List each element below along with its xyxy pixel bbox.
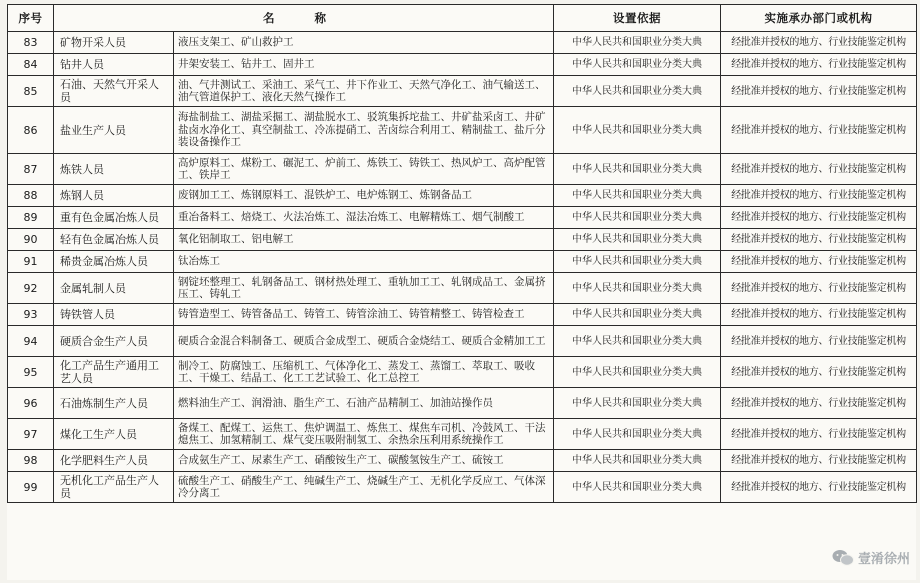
table-row <box>8 304 917 326</box>
row-occupations: 井架安装工、钻井工、固井工 <box>174 54 554 76</box>
watermark-text: 壹淆徐州 <box>857 552 910 567</box>
table-row <box>8 154 917 185</box>
table-row <box>8 229 917 251</box>
row-basis: 中华人民共和国职业分类大典 <box>554 450 721 472</box>
row-occupations: 燃料油生产工、润滑油、脂生产工、石油产品精制工、加油站操作员 <box>174 388 554 419</box>
row-basis: 中华人民共和国职业分类大典 <box>554 154 721 185</box>
table-row <box>8 357 917 388</box>
row-group: 化工产品生产通用工艺人员 <box>54 357 174 388</box>
row-occupations: 硫酸生产工、硝酸生产工、纯碱生产工、烧碱生产工、无机化学反应工、气体深冷分离工 <box>174 472 554 503</box>
row-group: 矿物开采人员 <box>54 32 174 54</box>
row-occupations: 合成氨生产工、尿素生产工、硝酸铵生产工、碳酸氢铵生产工、硫铵工 <box>174 450 554 472</box>
row-number: 94 <box>8 326 54 357</box>
header-no: 序号 <box>8 5 54 32</box>
row-number: 96 <box>8 388 54 419</box>
row-number: 89 <box>8 207 54 229</box>
row-group: 石油、天然气开采人员 <box>54 76 174 107</box>
watermark <box>832 548 910 567</box>
row-group: 轻有色金属冶炼人员 <box>54 229 174 251</box>
table-row <box>8 388 917 419</box>
table-row <box>8 472 917 503</box>
table-row <box>8 107 917 154</box>
row-group: 金属轧制人员 <box>54 273 174 304</box>
header-basis: 设置依据 <box>554 5 721 32</box>
row-group: 硬质合金生产人员 <box>54 326 174 357</box>
row-number: 88 <box>8 185 54 207</box>
table-row <box>8 326 917 357</box>
row-org: 经批准并授权的地方、行业技能鉴定机构 <box>721 154 917 185</box>
table-row <box>8 251 917 273</box>
row-occupations: 油、气井测试工、采油工、采气工、井下作业工、天然气净化工、油气输送工、油气管道保护工、液化天然气操作工 <box>174 76 554 107</box>
row-group: 钻井人员 <box>54 54 174 76</box>
wechat-icon <box>832 549 854 567</box>
row-org: 经批准并授权的地方、行业技能鉴定机构 <box>721 450 917 472</box>
row-number: 93 <box>8 304 54 326</box>
row-basis: 中华人民共和国职业分类大典 <box>554 207 721 229</box>
row-group: 石油炼制生产人员 <box>54 388 174 419</box>
row-org: 经批准并授权的地方、行业技能鉴定机构 <box>721 229 917 251</box>
table-row <box>8 185 917 207</box>
table-row <box>8 32 917 54</box>
row-org: 经批准并授权的地方、行业技能鉴定机构 <box>721 388 917 419</box>
row-org: 经批准并授权的地方、行业技能鉴定机构 <box>721 472 917 503</box>
row-group: 铸铁管人员 <box>54 304 174 326</box>
row-occupations: 备煤工、配煤工、运焦工、焦炉调温工、炼焦工、煤焦车司机、冷鼓风工、干法熄焦工、加氢精制工、煤气变压吸附制氢工、余热余压利用系统操作工 <box>174 419 554 450</box>
row-occupations: 海盐制盐工、湖盐采掘工、湖盐脱水工、驳筑集拆坨盐工、井矿盐采卤工、井矿盐卤水净化工、真空制盐工、冷冻提硝工、苦卤综合利用工、精制盐工、盐斤分装设备操作工 <box>174 107 554 154</box>
occupation-table <box>7 4 917 503</box>
row-occupations: 氧化铝制取工、铝电解工 <box>174 229 554 251</box>
row-occupations: 铸管造型工、铸管备品工、铸管工、铸管涂油工、铸管精整工、铸管检查工 <box>174 304 554 326</box>
table-row <box>8 76 917 107</box>
header-name: 名 称 <box>54 5 554 32</box>
row-org: 经批准并授权的地方、行业技能鉴定机构 <box>721 304 917 326</box>
table-row <box>8 207 917 229</box>
row-group: 稀贵金属冶炼人员 <box>54 251 174 273</box>
row-occupations: 废钢加工工、炼钢原料工、混铁炉工、电炉炼钢工、炼钢备品工 <box>174 185 554 207</box>
header-org: 实施承办部门或机构 <box>721 5 917 32</box>
row-number: 90 <box>8 229 54 251</box>
row-group: 重有色金属冶炼人员 <box>54 207 174 229</box>
row-occupations: 液压支架工、矿山救护工 <box>174 32 554 54</box>
row-number: 91 <box>8 251 54 273</box>
table-row <box>8 54 917 76</box>
row-group: 煤化工生产人员 <box>54 419 174 450</box>
row-org: 经批准并授权的地方、行业技能鉴定机构 <box>721 185 917 207</box>
row-group: 盐业生产人员 <box>54 107 174 154</box>
row-basis: 中华人民共和国职业分类大典 <box>554 472 721 503</box>
row-basis: 中华人民共和国职业分类大典 <box>554 388 721 419</box>
row-org: 经批准并授权的地方、行业技能鉴定机构 <box>721 32 917 54</box>
row-basis: 中华人民共和国职业分类大典 <box>554 273 721 304</box>
table-row <box>8 419 917 450</box>
row-basis: 中华人民共和国职业分类大典 <box>554 357 721 388</box>
row-number: 95 <box>8 357 54 388</box>
document-page <box>7 4 916 580</box>
row-basis: 中华人民共和国职业分类大典 <box>554 229 721 251</box>
row-group: 炼铁人员 <box>54 154 174 185</box>
row-org: 经批准并授权的地方、行业技能鉴定机构 <box>721 54 917 76</box>
row-basis: 中华人民共和国职业分类大典 <box>554 251 721 273</box>
row-basis: 中华人民共和国职业分类大典 <box>554 304 721 326</box>
row-occupations: 制冷工、防腐蚀工、压缩机工、气体净化工、蒸发工、蒸馏工、萃取工、吸收工、干燥工、结晶工、化工工艺试验工、化工总控工 <box>174 357 554 388</box>
row-occupations: 钛冶炼工 <box>174 251 554 273</box>
row-org: 经批准并授权的地方、行业技能鉴定机构 <box>721 107 917 154</box>
row-org: 经批准并授权的地方、行业技能鉴定机构 <box>721 251 917 273</box>
table-row <box>8 450 917 472</box>
row-org: 经批准并授权的地方、行业技能鉴定机构 <box>721 357 917 388</box>
row-basis: 中华人民共和国职业分类大典 <box>554 185 721 207</box>
row-org: 经批准并授权的地方、行业技能鉴定机构 <box>721 76 917 107</box>
row-basis: 中华人民共和国职业分类大典 <box>554 54 721 76</box>
row-basis: 中华人民共和国职业分类大典 <box>554 32 721 54</box>
row-occupations: 硬质合金混合料制备工、硬质合金成型工、硬质合金烧结工、硬质合金精加工工 <box>174 326 554 357</box>
row-number: 86 <box>8 107 54 154</box>
row-group: 炼钢人员 <box>54 185 174 207</box>
row-org: 经批准并授权的地方、行业技能鉴定机构 <box>721 326 917 357</box>
row-org: 经批准并授权的地方、行业技能鉴定机构 <box>721 273 917 304</box>
row-group: 无机化工产品生产人员 <box>54 472 174 503</box>
row-basis: 中华人民共和国职业分类大典 <box>554 419 721 450</box>
row-basis: 中华人民共和国职业分类大典 <box>554 326 721 357</box>
row-number: 99 <box>8 472 54 503</box>
row-number: 92 <box>8 273 54 304</box>
row-org: 经批准并授权的地方、行业技能鉴定机构 <box>721 419 917 450</box>
table-row <box>8 273 917 304</box>
row-occupations: 重冶备料工、焙烧工、火法冶炼工、湿法冶炼工、电解精炼工、烟气制酸工 <box>174 207 554 229</box>
row-org: 经批准并授权的地方、行业技能鉴定机构 <box>721 207 917 229</box>
row-number: 84 <box>8 54 54 76</box>
row-number: 97 <box>8 419 54 450</box>
row-basis: 中华人民共和国职业分类大典 <box>554 76 721 107</box>
table-header-row <box>8 5 917 32</box>
row-occupations: 高炉原料工、煤粉工、碾泥工、炉前工、炼铁工、铸铁工、热风炉工、高炉配管工、铁岸工 <box>174 154 554 185</box>
row-group: 化学肥料生产人员 <box>54 450 174 472</box>
row-occupations: 钢锭坯整理工、轧钢备品工、钢材热处理工、重轨加工工、轧钢成品工、金属挤压工、铸轧工 <box>174 273 554 304</box>
row-number: 83 <box>8 32 54 54</box>
table-body <box>8 32 917 503</box>
row-number: 98 <box>8 450 54 472</box>
row-number: 87 <box>8 154 54 185</box>
row-number: 85 <box>8 76 54 107</box>
row-basis: 中华人民共和国职业分类大典 <box>554 107 721 154</box>
